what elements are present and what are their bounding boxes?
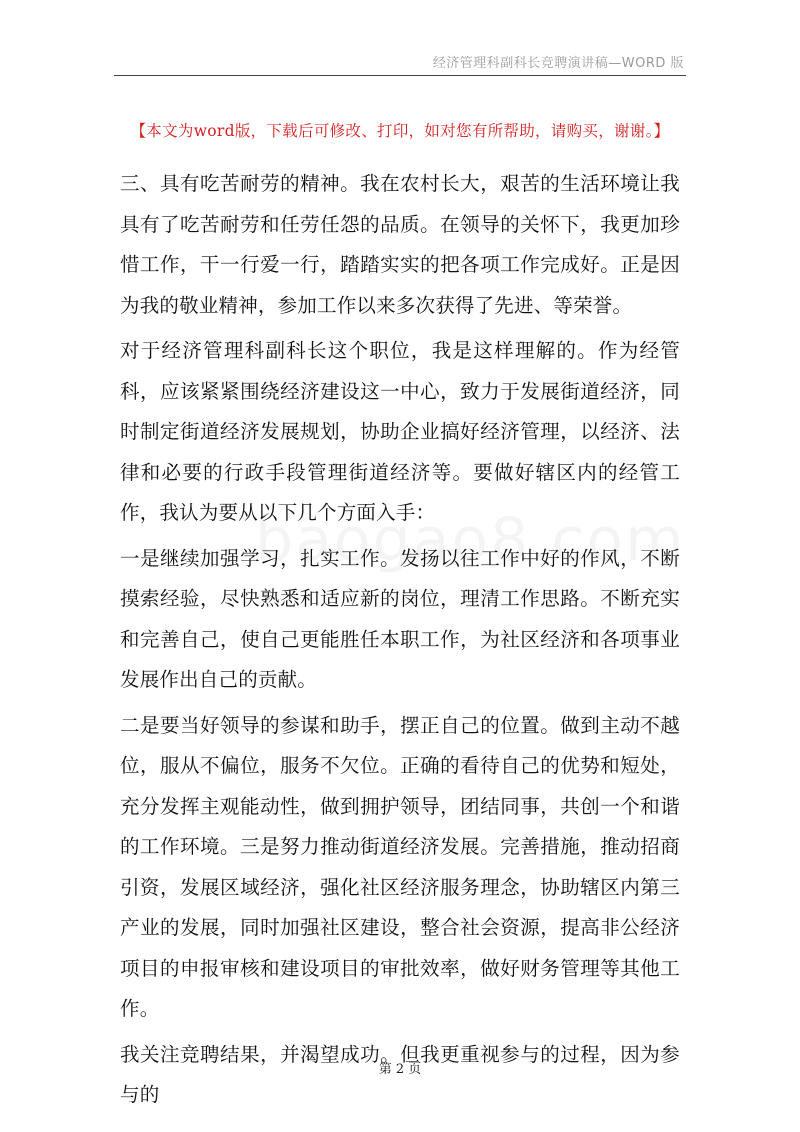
document-body (120, 164, 680, 1121)
paragraph: 一是继续加强学习，扎实工作。发扬以往工作中好的作风，不断摸索经验，尽快熟悉和适应新的岗位，理清工作思路。不断充实和完善自己，使自己更能胜任本职工作，为社区经济和各项事业发展作出自己的贡献。 (120, 546, 680, 691)
document-header-title: 经济管理科副科长竞聘演讲稿—WORD 版 (432, 56, 684, 71)
paragraph: 二是要当好领导的参谋和助手，摆正自己的位置。做到主动不越位，服从不偏位，服务不欠位。正确的看待自己的优势和短处，充分发挥主观能动性，做到拥护领导，团结同事，共创一个和谐的工作环境。三是努力推动街道经济发展。完善措施，推动招商引资，发展区域经济，强化社区经济服务理念，协助辖区内第三产业的发展，同时加强社区建设，整合社会资源，提高非公经济项目的申报审核和建设项目的审批效率，做好财务管理等其他工作。 (120, 713, 680, 1020)
purchase-notice: 【本文为word版，下载后可修改、打印，如对您有所帮助，请购买，谢谢。】 (130, 122, 670, 140)
paragraph: 我关注竞聘结果，并渴望成功。但我更重视参与的过程，因为参与的 (120, 1042, 680, 1106)
paragraph: 三、具有吃苦耐劳的精神。我在农村长大，艰苦的生活环境让我具有了吃苦耐劳和任劳任怨的品质。在领导的关怀下，我更加珍惜工作，干一行爱一行，踏踏实实的把各项工作完成好。正是因为我的敬业精神，参加工作以来多次获得了先进、等荣誉。 (120, 172, 680, 317)
paragraph: 对于经济管理科副科长这个职位，我是这样理解的。作为经管科，应该紧紧围绕经济建设这一中心，致力于发展街道经济，同时制定街道经济发展规划，协助企业搞好经济管理，以经济、法律和必要的行政手段管理街道经济等。要做好辖区内的经管工作，我认为要从以下几个方面入手： (120, 339, 680, 524)
header-divider (114, 75, 686, 76)
page-number: 第 2 页 (378, 1062, 422, 1077)
